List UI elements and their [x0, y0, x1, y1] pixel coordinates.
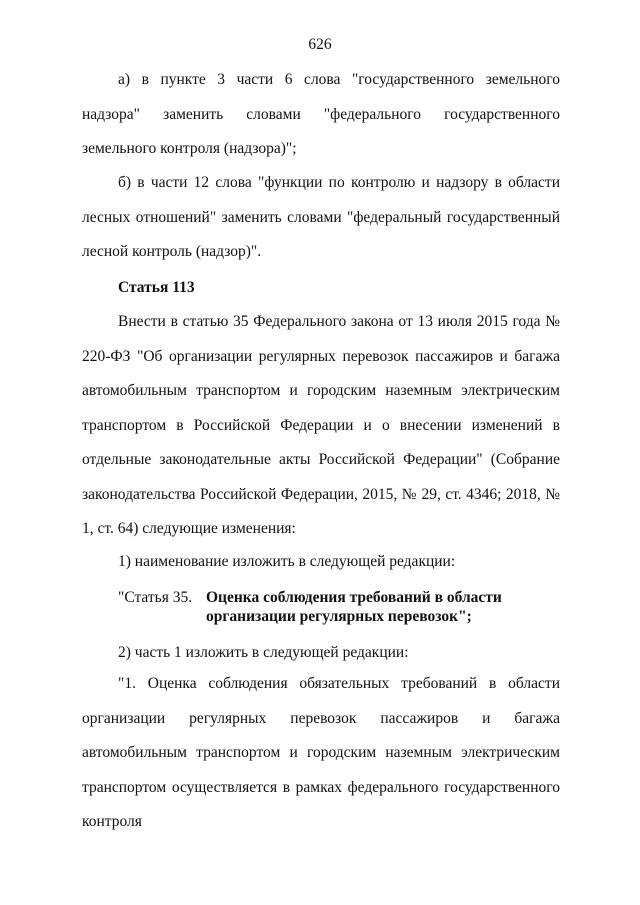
paragraph-a: а) в пункте 3 части 6 слова "государственного земельного надзора" заменить словами "федерального государственного земельного контроля (надзора)";	[82, 71, 560, 157]
paragraph-item-1: 1) наименование изложить в следующей редакции:	[118, 553, 456, 570]
article-title-block	[118, 588, 536, 626]
paragraph-b: б) в части 12 слова "функции по контролю и надзору в области лесных отношений" заменить словами "федеральный государственный лесной контроль (надзор)".	[82, 174, 560, 260]
paragraph-article-intro: Внести в статью 35 Федерального закона от 13 июля 2015 года № 220-ФЗ "Об организации регулярных перевозок пассажиров и багажа автомобильным транспортом и городским наземным электрическим транспортом в Российской Федерации и о внесении изменений в отдельные законодательные акты Российской Федерации" (Собрание законодательства Российской Федерации, 2015, № 29, ст. 4346; 2018, № 1, ст. 64) следующие изменения:	[82, 313, 560, 537]
article-heading: Статья 113	[118, 279, 195, 296]
article-label: "Статья 35.	[118, 589, 193, 606]
article-title: Оценка соблюдения требований в области организации регулярных перевозок";	[206, 589, 502, 625]
page-number: 626	[308, 36, 332, 53]
paragraph-item-2: 2) часть 1 изложить в следующей редакции:	[118, 644, 409, 661]
paragraph-part-1: "1. Оценка соблюдения обязательных требований в области организации регулярных перевозок пассажиров и багажа автомобильным транспортом и городским наземным электрическим транспортом осуществляется в рамках федерального государственного контроля	[82, 675, 560, 830]
